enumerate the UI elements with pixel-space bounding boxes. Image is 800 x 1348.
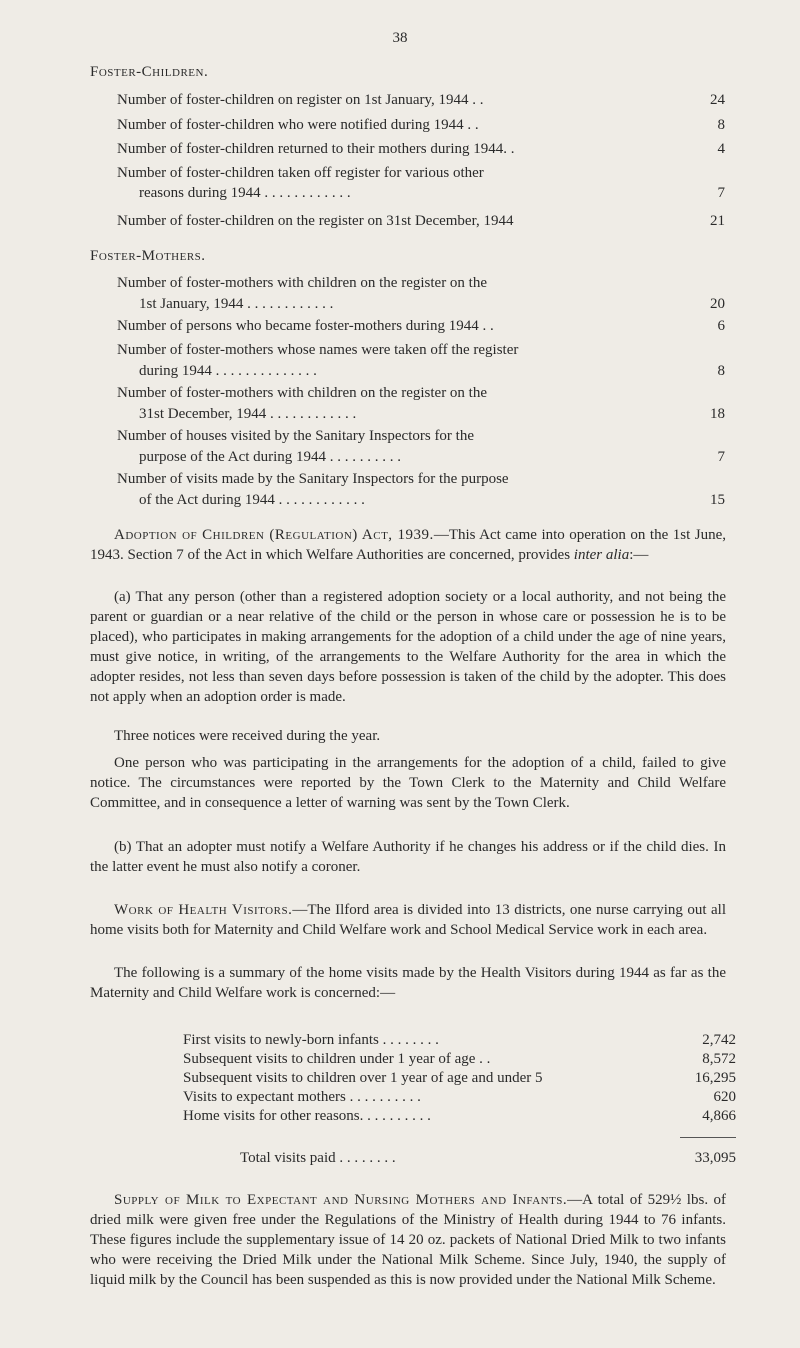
row-label: Number of foster-children who were notified during 1944 . . bbox=[117, 117, 479, 133]
row-label: Number of foster-children returned to their mothers during 1944. . bbox=[117, 141, 515, 157]
row-value: 8 bbox=[717, 117, 725, 133]
visit-label: Home visits for other reasons. . . . . . . . . . bbox=[183, 1108, 431, 1124]
row-value: 8 bbox=[717, 363, 725, 379]
row-label: Number of foster-children on register on 1st January, 1944 . . bbox=[117, 92, 484, 108]
row-label-continued: 1st January, 1944 . . . . . . . . . . . . bbox=[139, 296, 334, 312]
row-value: 15 bbox=[710, 492, 725, 508]
adoption-heading: Adoption of Children (Regulation) Act, 1939. bbox=[114, 527, 434, 543]
visits-summary-intro: The following is a summary of the home visits made by the Health Visitors during 1944 as far as the Maternity and Child Welfare work is concerned:— bbox=[90, 965, 726, 1001]
row-value: 24 bbox=[710, 92, 725, 108]
row-value: 18 bbox=[710, 406, 725, 422]
visit-label: Subsequent visits to children under 1 year of age . . bbox=[183, 1051, 491, 1067]
health-visitors-paragraph bbox=[90, 900, 726, 940]
visit-label: Subsequent visits to children over 1 year of age and under 5 bbox=[183, 1070, 543, 1086]
row-value: 21 bbox=[710, 213, 725, 229]
visit-value: 620 bbox=[713, 1089, 736, 1105]
row-label-continued: 31st December, 1944 . . . . . . . . . . . . bbox=[139, 406, 357, 422]
visit-label: First visits to newly-born infants . . . . . . . . bbox=[183, 1032, 439, 1048]
row-value: 6 bbox=[717, 318, 725, 334]
foster-children-heading: Foster-Children. bbox=[90, 64, 209, 80]
clause-a: (a) That any person (other than a registered adoption society or a local authority, and not being the parent or guardian or a near relative of the child or the person in whose care or possession he is to be placed), who participates in making arrangements for the adoption of a child under the age of nine years, must give notice, in writing, of the arrangements to the Welfare Authority for the area in which the adopter resides, not less than seven days before possession is taken of the child by the adopter. This does not apply when an adoption order is made. bbox=[90, 589, 726, 705]
health-visitors-intro: —The Ilford area is divided into 13 districts, one nurse carrying out all home visits both for Maternity and Child Welfare work and School Medical Service work in each area. bbox=[90, 902, 726, 938]
foster-mothers-heading: Foster-Mothers. bbox=[90, 248, 206, 264]
visit-label: Visits to expectant mothers . . . . . . . . . . bbox=[183, 1089, 421, 1105]
adoption-intro: —This Act came into operation on the 1st June, 1943. Section 7 of the Act in which Welfare Authorities are concerned, provides bbox=[90, 527, 726, 563]
milk-paragraph bbox=[90, 1190, 726, 1290]
row-label: Number of houses visited by the Sanitary Inspectors for the bbox=[117, 428, 475, 444]
clause-b: (b) That an adopter must notify a Welfare Authority if he changes his address or if the child dies. In the latter event he must also notify a coroner. bbox=[90, 839, 726, 875]
milk-heading: Supply of Milk to Expectant and Nursing Mothers and Infants. bbox=[114, 1192, 568, 1208]
total-divider bbox=[680, 1137, 736, 1138]
row-label: Number of foster-mothers with children on the register on the bbox=[117, 275, 488, 291]
adoption-paragraph bbox=[90, 525, 726, 565]
row-value: 7 bbox=[717, 185, 725, 201]
row-label-continued: of the Act during 1944 . . . . . . . . . . . . bbox=[139, 492, 365, 508]
milk-text: —A total of 529½ lbs. of dried milk were given free under the Regulations of the Ministry of Health during 1944 to 76 infants. These figures include the supplementary issue of 14 20 oz. packets of National Dried Milk to two infants who were receiving the Dried Milk under the National Milk Scheme. Since July, 1940, the supply of liquid milk by the Council has been suspended as this is now provided under the National Milk Scheme. bbox=[90, 1192, 726, 1288]
row-label-continued: reasons during 1944 . . . . . . . . . . . . bbox=[139, 185, 351, 201]
row-label-continued: during 1944 . . . . . . . . . . . . . . bbox=[139, 363, 317, 379]
notices-paragraph: Three notices were received during the year. bbox=[114, 728, 381, 744]
health-visitors-heading: Work of Health Visitors. bbox=[114, 902, 293, 918]
row-label: Number of visits made by the Sanitary Inspectors for the purpose bbox=[117, 471, 509, 487]
row-value: 20 bbox=[710, 296, 725, 312]
total-value: 33,095 bbox=[694, 1150, 736, 1166]
visit-value: 8,572 bbox=[702, 1051, 736, 1067]
row-label: Number of foster-mothers whose names were taken off the register bbox=[117, 342, 519, 358]
visit-value: 16,295 bbox=[694, 1070, 736, 1086]
row-label: Number of persons who became foster-mothers during 1944 . . bbox=[117, 318, 494, 334]
visit-value: 2,742 bbox=[702, 1032, 736, 1048]
row-label-continued: purpose of the Act during 1944 . . . . . . . . . . bbox=[139, 449, 402, 465]
row-label: Number of foster-children taken off register for various other bbox=[117, 165, 484, 181]
row-label: Number of foster-mothers with children on the register on the bbox=[117, 385, 488, 401]
inter-alia: inter alia bbox=[573, 547, 630, 563]
total-label: Total visits paid . . . . . . . . bbox=[240, 1150, 396, 1166]
page-number: 38 bbox=[392, 30, 408, 46]
row-value: 7 bbox=[717, 449, 725, 465]
row-label: Number of foster-children on the register on 31st December, 1944 bbox=[117, 213, 514, 229]
failed-notice-paragraph: One person who was participating in the arrangements for the adoption of a child, failed to give notice. The circumstances were reported by the Town Clerk to the Maternity and Child Welfare Committee, and in consequence a letter of warning was sent by the Town Clerk. bbox=[90, 755, 726, 811]
row-value: 4 bbox=[717, 141, 725, 157]
adoption-intro-end: :— bbox=[629, 547, 649, 563]
visit-value: 4,866 bbox=[702, 1108, 736, 1124]
